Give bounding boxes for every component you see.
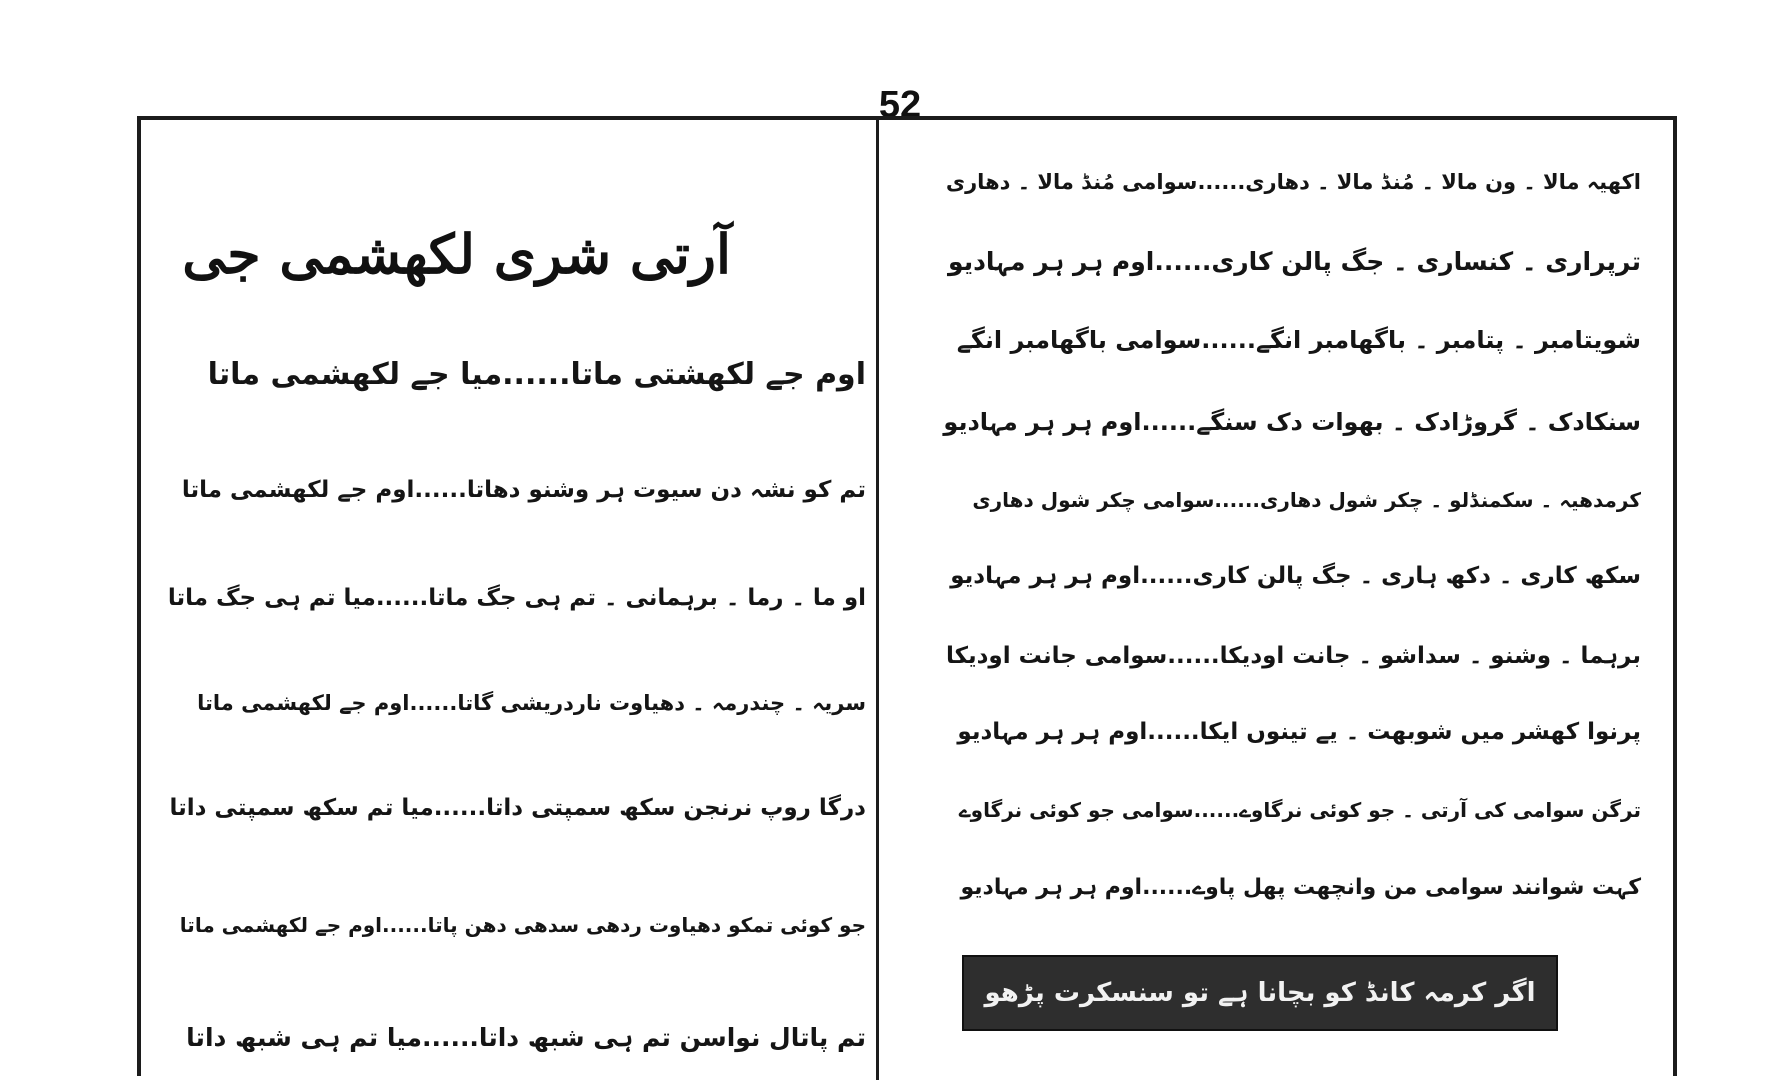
left-line-4: سریہ ۔ چندرمہ ۔ دھیاوت ناردریشی گاتا......اوم جے لکھشمی ماتا bbox=[197, 691, 866, 715]
right-line-5: کرمدھیہ ۔ سکمنڈلو ۔ چکر شول دھاری......سوامی چکر شول دھاری bbox=[972, 488, 1641, 512]
left-line-1: اوم جے لکھشتی ماتا......میا جے لکھشمی ماتا bbox=[207, 357, 866, 392]
left-line-2: تم کو نشہ دن سیوت ہر وشنو دھاتا......اوم جے لکھشمی ماتا bbox=[181, 477, 866, 503]
right-line-8: پرنوا کھشر میں شوبھت ۔ یے تینوں ایکا......اوم ہر ہر مہادیو bbox=[957, 719, 1641, 745]
banner-text: اگر کرمہ کانڈ کو بچانا ہے تو سنسکرت پڑھو bbox=[984, 978, 1536, 1008]
right-line-6: سکھ کاری ۔ دکھ ہاری ۔ جگ پالن کاری......اوم ہر ہر مہادیو bbox=[950, 563, 1641, 589]
left-line-6: جو کوئی تمکو دھیاوت ردھی سدھی دھن پاتا......اوم جے لکھشمی ماتا bbox=[179, 913, 866, 937]
left-line-7: تم پاتال نواسن تم ہی شبھ داتا......میا تم ہی شبھ داتا bbox=[186, 1023, 866, 1052]
right-line-7: برہما ۔ وشنو ۔ سداشو ۔ جانت اودیکا......سوامی جانت اودیکا bbox=[945, 643, 1641, 669]
left-line-3: او ما ۔ رما ۔ برہمانی ۔ تم ہی جگ ماتا......میا تم ہی جگ ماتا bbox=[167, 585, 866, 611]
right-line-10: کہت شوانند سوامی من وانچھت پھل پاوے......اوم ہر ہر مہادیو bbox=[960, 875, 1641, 900]
page-title: آرتی شری لکھشمی جی bbox=[182, 222, 731, 286]
column-divider bbox=[876, 116, 879, 1080]
left-line-5: درگا روپ نرنجن سکھ سمپتی داتا......میا تم سکھ سمپتی داتا bbox=[169, 795, 866, 821]
right-line-2: ترپراری ۔ کنساری ۔ جگ پالن کاری......اوم ہر ہر مہادیو bbox=[948, 247, 1641, 276]
sanskrit-banner bbox=[962, 955, 1558, 1031]
right-line-1: اکھیہ مالا ۔ ون مالا ۔ مُنڈ مالا ۔ دھاری......سوامی مُنڈ مالا ۔ دھاری bbox=[945, 170, 1641, 194]
right-line-9: ترگن سوامی کی آرتی ۔ جو کوئی نرگاوے......سوامی جو کوئی نرگاوے bbox=[958, 798, 1641, 822]
page-number: 52 bbox=[878, 84, 922, 126]
right-line-3: شویتامبر ۔ پتامبر ۔ باگھامبر انگے......سوامی باگھامبر انگے bbox=[956, 326, 1641, 354]
right-line-4: سنکادک ۔ گروڑادک ۔ بھوات دک سنگے......اوم ہر ہر مہادیو bbox=[943, 408, 1641, 436]
